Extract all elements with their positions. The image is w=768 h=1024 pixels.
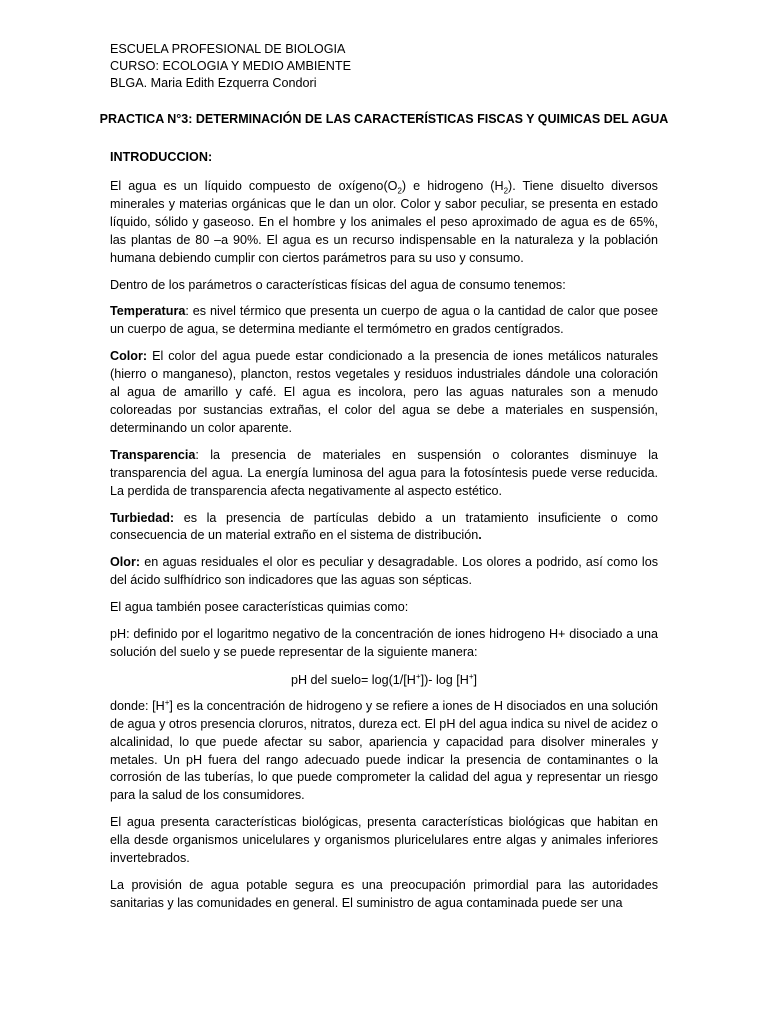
physical-params-paragraph: Dentro de los parámetros o características físicas del agua de consumo tenemos: [110, 277, 566, 292]
donde-paragraph: donde: [H+] es la concentración de hidrogeno y se refiere a iones de H disociados en una solución de agua y otros presencia cloruros, nitratos, dureza ect. El pH del agua indica su nivel de acidez o alcalinidad, lo que puede afectar su sabor, apariencia y capacidad para disolver minerales y metales. Un pH fuera del rango adecuado puede indicar la presencia de contaminantes o la corrosión de las tuberías, lo que puede comprometer la calidad del agua y representar un riesgo para la salud de los consumidores. [110, 697, 658, 803]
document-header [110, 41, 658, 92]
practice-title: PRACTICA N°3: DETERMINACIÓN DE LAS CARACTERÍSTICAS FISCAS Y QUIMICAS DEL AGUA [99, 112, 669, 126]
color-paragraph: Color: El color del agua puede estar condicionado a la presencia de iones metálicos naturales (hierro o manganeso), plancton, restos vegetales y residuos industriales dándole una coloración al agua de amarillo y café. El agua es incolora, pero las aguas naturales son a menudo coloreadas por sustancias extrañas, el color del agua se debe a materiales en suspensión, determinando un color aparente. [110, 349, 658, 435]
olor-paragraph: Olor: en aguas residuales el olor es peculiar y desagradable. Los olores a podrido, así como los del ácido sulfhídrico son indicadores que las aguas son sépticas. [110, 555, 658, 588]
turbiedad-paragraph: Turbiedad: es la presencia de partículas debido a un tratamiento insuficiente o como consecuencia de un material extraño en el sistema de distribución. [110, 510, 658, 543]
ph-formula: pH del suelo= log(1/[H+])- log [H+] [290, 671, 478, 687]
school-name: ESCUELA PROFESIONAL DE BIOLOGIA [110, 42, 346, 56]
intro-paragraph: El agua es un líquido compuesto de $oxígeno(O_2)$ e hidrogeno $(H_2)$. Tiene disuelto diversos minerales y materias orgánicas que le dan un olor. Color y sabor peculiar, se presenta en estado líquido, sólido y gaseoso. En el hombre y los animales el peso aproximado de agua es de 65%, las plantas de 80 –a 90%. El agua es un recurso indispensable en la naturaleza y la población humana debiendo cumplir con ciertos parámetros para su uso y consumo. [110, 179, 658, 265]
chemical-params-paragraph: El agua también posee características quimias como: [110, 600, 409, 615]
transparencia-paragraph: Transparencia: la presencia de materiales en suspensión o colorantes disminuye la transparencia del agua. La energía luminosa del agua para la fotosíntesis puede verse reducida. La perdida de transparencia afecta negativamente al aspecto estético. [110, 447, 658, 498]
document-page [99, 41, 669, 913]
intro-heading: INTRODUCCION: [110, 150, 213, 164]
course-name: CURSO: ECOLOGIA Y MEDIO AMBIENTE [110, 59, 351, 73]
temperatura-paragraph: Temperatura: es nivel térmico que presenta un cuerpo de agua o la cantidad de calor que posee un cuerpo de agua, se determina mediante el termómetro en grados centígrados. [110, 304, 658, 337]
ph-paragraph: pH: definido por el logaritmo negativo de la concentración de iones hidrogeno H+ disociado a una solución del suelo y se puede representar de la siguiente manera: [110, 627, 658, 659]
biological-paragraph: El agua presenta características biológicas, presenta características biológicas que habitan en ella desde organismos unicelulares y organismos pluricelulares entre algas y animales inferiores invertebrados. [110, 815, 658, 866]
teacher-name: BLGA. Maria Edith Ezquerra Condori [110, 76, 317, 90]
provision-paragraph: La provisión de agua potable segura es una preocupación primordial para las autoridades sanitarias y las comunidades en general. El suministro de agua contaminada puede ser una [110, 878, 658, 910]
